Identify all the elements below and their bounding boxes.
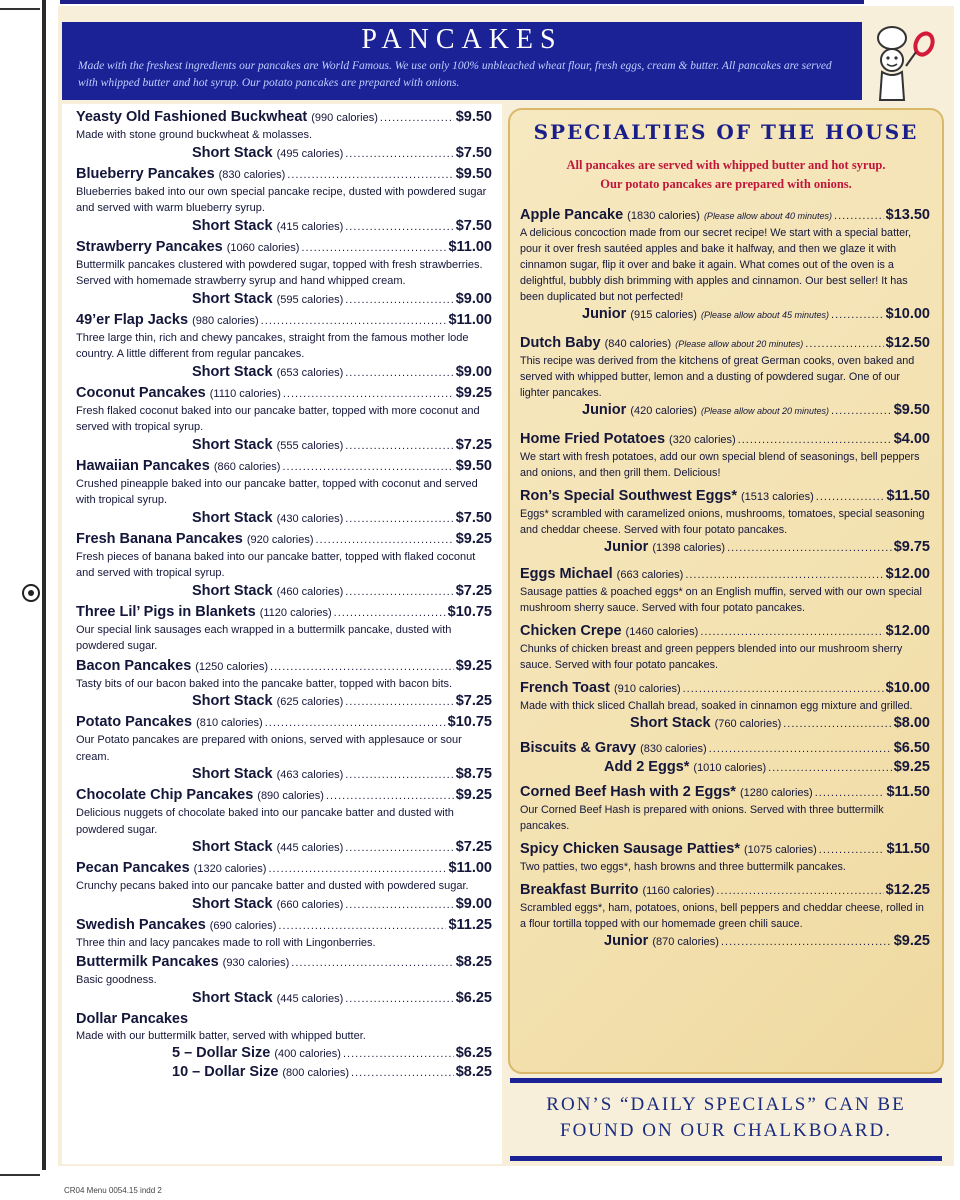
dot-leader — [326, 787, 454, 805]
dot-leader — [287, 166, 453, 184]
item-price: $11.50 — [886, 784, 930, 800]
item-description: A delicious concoction made from our secret recipe! We start with a special batter, pour it over fresh sautéed apples and bake it halfway, and then we glaze it with cinnamon sugar, flip it over and bake it again. What comes out of the oven is a delightful, bubbly dish brimming with apples and cinnamon. Our best seller! It has been duplicated but not perfected! — [520, 227, 912, 303]
item-name: Short Stack — [192, 509, 273, 526]
item-price: $9.50 — [455, 109, 492, 125]
item-price: $12.00 — [885, 566, 930, 582]
item-description: Our special link sausages each wrapped in a buttermilk pancake, dusted with powdered sugar. — [76, 623, 452, 652]
menu-item-chicken-crepe — [520, 622, 930, 673]
item-price: $7.25 — [455, 436, 492, 453]
item-price: $4.00 — [893, 431, 930, 447]
dot-leader — [345, 693, 453, 711]
dot-leader — [278, 917, 446, 935]
item-description: Three large thin, rich and chewy pancakes, straight from the famous mother lode country. A little different from regular pancakes. — [76, 331, 469, 360]
dot-leader — [819, 841, 885, 859]
menu-item-southwest-eggs — [520, 487, 930, 557]
item-description: Buttermilk pancakes clustered with powdered sugar, topped with fresh strawberries. Served with homemade strawberry syrup and hand whipped cream. — [76, 258, 483, 287]
item-name: Chocolate Chip Pancakes — [76, 787, 254, 803]
menu-item-eggs-michael — [520, 565, 930, 616]
short-stack — [192, 838, 492, 857]
size-price: $9.50 — [893, 402, 930, 418]
item-description: This recipe was derived from the kitchens of great German cooks, oven baked and served with whipped butter, lemon and a dusting of powdered sugar. One of our lighter pancakes. — [520, 355, 915, 399]
item-price: $7.50 — [455, 217, 492, 234]
item-name: Blueberry Pancakes — [76, 165, 215, 182]
item-price: $9.00 — [455, 895, 492, 912]
specialties-list — [520, 206, 930, 957]
dot-leader — [345, 291, 453, 309]
item-heading — [76, 1010, 492, 1028]
item-heading — [76, 457, 492, 476]
item-description: Crunchy pecans baked into our pancake batter and dusted with powdered sugar. — [76, 880, 469, 892]
size-name: Junior — [582, 306, 627, 322]
menu-item-french-toast — [520, 679, 930, 733]
short-stack — [192, 989, 492, 1008]
item-heading — [76, 953, 492, 972]
item-calories: (910 calories) — [613, 683, 681, 695]
dot-leader — [345, 766, 453, 784]
size-name: Short Stack — [630, 715, 711, 731]
size-name: Junior — [604, 933, 649, 949]
item-calories: (690 calories) — [209, 919, 277, 932]
item-calories: (1120 calories) — [259, 606, 332, 619]
item-price: $8.75 — [455, 766, 492, 782]
item-name: French Toast — [520, 680, 610, 696]
crop-mark — [0, 8, 40, 10]
item-name: Short Stack — [192, 290, 273, 307]
dot-leader — [345, 990, 453, 1008]
dot-leader — [380, 109, 454, 127]
item-name: Coconut Pancakes — [76, 384, 206, 401]
item-price: $9.25 — [455, 657, 492, 674]
size-name: Junior — [604, 539, 649, 555]
item-name: Short Stack — [192, 363, 273, 380]
menu-item — [76, 311, 492, 382]
short-stack — [192, 363, 492, 382]
dot-leader — [351, 1064, 454, 1082]
menu-item — [76, 916, 492, 952]
page-binding-edge — [42, 0, 46, 1170]
item-calories: (595 calories) — [276, 293, 344, 306]
item-name: Three Lil’ Pigs in Blankets — [76, 603, 256, 620]
junior-size — [582, 401, 930, 420]
dot-leader — [334, 604, 446, 622]
item-name: Short Stack — [192, 766, 273, 782]
dot-leader — [343, 1045, 454, 1063]
item-description: Basic goodness. — [76, 974, 157, 986]
dollar-size-five — [76, 1044, 492, 1063]
dot-leader — [301, 239, 446, 257]
item-name: 10 – Dollar Size — [172, 1064, 279, 1080]
junior-size — [604, 538, 930, 557]
item-heading — [76, 786, 492, 805]
item-calories: (430 calories) — [276, 512, 344, 525]
short-stack — [192, 895, 492, 914]
menu-item — [76, 457, 492, 528]
item-calories: (1160 calories) — [642, 885, 715, 897]
item-calories: (1513 calories) — [741, 491, 814, 503]
item-calories: (555 calories) — [276, 439, 344, 452]
size-calories: (1398 calories) — [652, 542, 726, 554]
item-heading — [76, 165, 492, 184]
item-calories: (663 calories) — [616, 569, 684, 581]
item-calories: (653 calories) — [276, 366, 344, 379]
item-name: Spicy Chicken Sausage Patties* — [520, 841, 741, 857]
size-name: Add 2 Eggs* — [604, 759, 690, 775]
item-name: Short Stack — [192, 144, 273, 161]
item-calories: (320 calories) — [669, 434, 736, 446]
item-price: $8.25 — [455, 954, 492, 970]
item-price: $7.25 — [455, 582, 492, 599]
dot-leader — [816, 488, 885, 506]
item-name: Hawaiian Pancakes — [76, 457, 210, 474]
crop-mark — [0, 1174, 40, 1176]
item-price: $11.00 — [448, 860, 492, 876]
dot-leader — [700, 623, 883, 641]
item-calories: (445 calories) — [276, 842, 344, 854]
item-note: (Please allow about 40 minutes) — [703, 211, 833, 221]
item-description: Sausage patties & poached eggs* on an English muffin, served with our own special mushroom sherry sauce. Served with four potato pancakes. — [520, 586, 922, 614]
menu-item — [76, 786, 492, 857]
item-heading — [76, 238, 492, 257]
chef-mascot-icon — [870, 22, 940, 104]
item-name: Biscuits & Gravy — [520, 740, 637, 756]
item-price: $6.25 — [455, 1045, 492, 1061]
item-price: $9.25 — [455, 384, 492, 401]
dot-leader — [282, 458, 453, 476]
junior-size — [604, 932, 930, 951]
item-price: $11.00 — [448, 238, 492, 255]
item-name: Strawberry Pancakes — [76, 238, 223, 255]
dollar-size-ten — [76, 1063, 492, 1082]
size-price: $9.75 — [893, 539, 930, 555]
item-description: Made with stone ground buckwheat & molasses. — [76, 129, 313, 141]
item-price: $11.50 — [886, 841, 930, 857]
item-calories: (1110 calories) — [209, 387, 281, 400]
size-price: $9.25 — [893, 759, 930, 775]
item-name: Home Fried Potatoes — [520, 431, 666, 447]
item-name: Short Stack — [192, 436, 273, 453]
dot-leader — [345, 218, 453, 236]
item-heading — [76, 859, 492, 878]
pancake-list — [76, 108, 492, 1084]
item-note: (Please allow about 20 minutes) — [675, 339, 804, 349]
dot-leader — [709, 740, 892, 758]
menu-item-dutch-baby — [520, 334, 930, 420]
short-stack — [192, 692, 492, 711]
item-name: Short Stack — [192, 582, 273, 599]
item-calories: (920 calories) — [246, 533, 314, 546]
registration-mark-icon — [22, 584, 40, 602]
item-calories: (980 calories) — [192, 314, 259, 327]
short-stack — [192, 509, 492, 528]
item-calories: (660 calories) — [276, 898, 344, 911]
specialties-note — [510, 156, 942, 194]
specialties-note-line: All pancakes are served with whipped butter and hot syrup. — [566, 158, 886, 172]
dot-leader — [345, 583, 453, 601]
dot-leader — [727, 539, 892, 557]
menu-item-dollar-pancakes — [76, 1010, 492, 1083]
item-calories: (1460 calories) — [625, 626, 699, 638]
menu-item-biscuits-gravy — [520, 739, 930, 777]
item-name: Potato Pancakes — [76, 714, 193, 730]
dot-leader — [738, 431, 892, 449]
menu-item — [76, 108, 492, 163]
item-description: Fresh pieces of banana baked into our pancake batter, topped with flaked coconut and served with tropical syrup. — [76, 550, 476, 579]
menu-item — [76, 657, 492, 712]
daily-specials-line: FOUND ON OUR CHALKBOARD. — [560, 1120, 892, 1141]
dot-leader — [721, 933, 892, 951]
size-price: $10.00 — [885, 306, 930, 322]
item-calories: (625 calories) — [276, 696, 344, 708]
item-heading — [76, 311, 492, 330]
item-name: Fresh Banana Pancakes — [76, 530, 243, 547]
size-calories: (870 calories) — [652, 936, 719, 948]
item-description: Made with thick sliced Challah bread, soaked in cinnamon egg mixture and grilled. — [520, 700, 913, 712]
dot-leader — [283, 385, 454, 403]
item-calories: (930 calories) — [222, 957, 290, 969]
size-calories: (915 calories) — [630, 309, 697, 321]
item-description: Our Potato pancakes are prepared with onions, served with applesauce or sour cream. — [76, 734, 462, 763]
item-name: Ron’s Special Southwest Eggs* — [520, 488, 738, 504]
dot-leader — [783, 715, 891, 733]
dot-leader — [345, 896, 453, 914]
dot-leader — [345, 145, 453, 163]
menu-item-corned-beef-hash — [520, 783, 930, 834]
item-price: $9.50 — [455, 165, 492, 182]
item-description: Made with our buttermilk batter, served with whipped butter. — [76, 1029, 366, 1042]
daily-specials-line: RON’S “DAILY SPECIALS” CAN BE — [546, 1094, 906, 1115]
item-description: Chunks of chicken breast and green peppers blended into our mushroom sherry sauce. Served with four potato pancakes. — [520, 643, 903, 671]
short-stack — [192, 217, 492, 236]
dot-leader — [270, 658, 454, 676]
item-name: Breakfast Burrito — [520, 882, 639, 898]
add-eggs — [604, 758, 930, 777]
item-description: We start with fresh potatoes, add our own special blend of seasonings, bell peppers and onions, and then grill them. Delicious! — [520, 451, 920, 479]
item-calories: (463 calories) — [276, 769, 344, 781]
dot-leader — [265, 714, 446, 732]
dot-leader — [716, 882, 883, 900]
size-calories: (420 calories) — [630, 405, 697, 417]
short-stack — [192, 765, 492, 784]
menu-item-apple-pancake — [520, 206, 930, 324]
item-name: Short Stack — [192, 839, 273, 855]
item-name: Yeasty Old Fashioned Buckwheat — [76, 109, 308, 125]
item-heading — [76, 530, 492, 549]
item-calories: (1250 calories) — [195, 660, 269, 673]
item-heading — [76, 384, 492, 403]
size-price: $9.25 — [893, 933, 930, 949]
item-calories: (1075 calories) — [744, 844, 817, 856]
item-price: $12.00 — [885, 623, 930, 639]
specialties-box — [508, 108, 944, 1074]
item-price: $7.50 — [455, 144, 492, 161]
page-margin — [0, 0, 48, 1200]
menu-item — [76, 530, 492, 601]
item-description: Three thin and lacy pancakes made to roll with Lingonberries. — [76, 936, 376, 949]
dot-leader — [345, 364, 453, 382]
item-description: Scrambled eggs*, ham, potatoes, onions, bell peppers and cheddar cheese, rolled in a flour tortilla topped with our homemade green chili sauce. — [520, 902, 924, 930]
item-calories: (415 calories) — [276, 220, 344, 233]
item-description: Crushed pineapple baked into our pancake batter, topped with coconut and served with tropical syrup. — [76, 477, 478, 506]
dot-leader — [345, 437, 453, 455]
specialties-note-line: Our potato pancakes are prepared with onions. — [600, 177, 852, 191]
dot-leader — [831, 306, 884, 324]
specialties-title: SPECIALTIES OF THE HOUSE — [533, 120, 919, 144]
short-stack — [192, 436, 492, 455]
dot-leader — [815, 784, 885, 802]
short-stack — [192, 290, 492, 309]
item-calories: (1320 calories) — [193, 863, 267, 875]
item-price: $10.75 — [447, 603, 492, 620]
item-price: $11.25 — [448, 916, 492, 933]
menu-item — [76, 953, 492, 1008]
item-description: Two patties, two eggs*, hash browns and three buttermilk pancakes. — [520, 861, 846, 873]
menu-item — [76, 713, 492, 784]
item-price: $10.00 — [885, 680, 930, 696]
item-description: Eggs* scrambled with caramelized onions, mushrooms, tomatoes, special seasoning and cheddar cheese. Served with four potato pancakes. — [520, 508, 925, 536]
item-price: $11.00 — [448, 311, 492, 328]
item-price: $11.50 — [886, 488, 930, 504]
dot-leader — [291, 954, 453, 972]
item-name: Buttermilk Pancakes — [76, 954, 219, 970]
item-name: Bacon Pancakes — [76, 657, 192, 674]
dot-leader — [345, 510, 453, 528]
dot-leader — [683, 680, 884, 698]
item-calories: (890 calories) — [257, 790, 324, 802]
item-price: $13.50 — [885, 207, 930, 223]
item-name: Short Stack — [192, 895, 273, 912]
short-stack — [630, 714, 930, 733]
item-price: $9.00 — [455, 363, 492, 380]
page-title: PANCAKES — [361, 24, 563, 55]
item-description: Delicious nuggets of chocolate baked into our pancake batter and dusted with powdered sugar. — [76, 807, 454, 836]
menu-item-home-fried-potatoes — [520, 430, 930, 481]
menu-item-chicken-sausage-patties — [520, 840, 930, 875]
junior-size — [582, 305, 930, 324]
item-calories: (495 calories) — [276, 147, 344, 160]
menu-item — [76, 384, 492, 455]
item-heading — [76, 713, 492, 732]
item-calories: (830 calories) — [640, 743, 707, 755]
item-name: Chicken Crepe — [520, 623, 622, 639]
item-calories: (810 calories) — [196, 717, 263, 729]
item-price: $12.50 — [885, 335, 930, 351]
item-price: $6.50 — [893, 740, 930, 756]
item-name: Apple Pancake — [520, 207, 624, 223]
size-calories: (760 calories) — [714, 718, 782, 730]
item-name: Short Stack — [192, 693, 273, 709]
menu-item — [76, 603, 492, 655]
item-price: $10.75 — [447, 714, 492, 730]
item-calories: (1280 calories) — [739, 787, 813, 799]
item-name: Corned Beef Hash with 2 Eggs* — [520, 784, 736, 800]
daily-specials-notice — [510, 1092, 942, 1144]
item-name: Pecan Pancakes — [76, 860, 190, 876]
menu-item — [76, 238, 492, 309]
item-name: 49’er Flap Jacks — [76, 311, 189, 328]
dot-leader — [768, 759, 892, 777]
item-heading — [76, 916, 492, 935]
item-description: Fresh flaked coconut baked into our pancake batter, topped with more coconut and served with tropical syrup. — [76, 404, 480, 433]
item-heading — [76, 108, 492, 127]
banner-intro: Made with the freshest ingredients our pancakes are World Famous. We use only 100% unbleached wheat flour, fresh eggs, cream & butter. All pancakes are served with whipped butter and hot syrup. Our potato pancakes are prepared with onions. — [78, 60, 832, 89]
dot-leader — [685, 566, 883, 584]
item-price: $12.25 — [885, 882, 930, 898]
item-calories: (1060 calories) — [226, 241, 300, 254]
menu-item — [76, 165, 492, 236]
item-calories: (400 calories) — [274, 1048, 341, 1060]
menu-item — [76, 859, 492, 914]
item-name: Short Stack — [192, 217, 273, 234]
item-calories: (445 calories) — [276, 992, 344, 1005]
item-name: Short Stack — [192, 989, 273, 1006]
dot-leader — [261, 312, 447, 330]
size-note: (Please allow about 20 minutes) — [700, 406, 830, 416]
dot-leader — [834, 207, 884, 225]
short-stack — [192, 144, 492, 163]
menu-item-breakfast-burrito — [520, 881, 930, 951]
item-calories: (460 calories) — [276, 585, 344, 598]
item-description: Tasty bits of our bacon baked into the pancake batter, topped with bacon bits. — [76, 677, 453, 690]
item-price: $9.25 — [455, 787, 492, 803]
item-heading — [76, 657, 492, 676]
size-calories: (1010 calories) — [693, 762, 767, 774]
item-price: $6.25 — [455, 989, 492, 1006]
item-calories: (840 calories) — [604, 338, 672, 350]
daily-specials-rule-bottom — [510, 1156, 942, 1161]
dot-leader — [268, 860, 446, 878]
item-price: $7.50 — [455, 509, 492, 526]
pancakes-banner — [62, 22, 862, 100]
size-name: Junior — [582, 402, 627, 418]
item-price: $8.25 — [455, 1064, 492, 1080]
dot-leader — [831, 402, 892, 420]
item-calories: (830 calories) — [218, 168, 286, 181]
item-price: $7.25 — [455, 693, 492, 709]
item-name: 5 – Dollar Size — [172, 1045, 271, 1061]
item-name: Swedish Pancakes — [76, 916, 206, 933]
pancakes-column — [62, 104, 502, 1164]
item-calories: (860 calories) — [213, 460, 281, 473]
item-calories: (990 calories) — [311, 112, 378, 124]
item-heading — [76, 603, 492, 622]
item-calories: (800 calories) — [282, 1067, 350, 1079]
short-stack — [192, 582, 492, 601]
item-description: Blueberries baked into our own special pancake recipe, dusted with powdered sugar and served with warm blueberry syrup. — [76, 185, 487, 214]
item-name: Eggs Michael — [520, 566, 613, 582]
item-price: $9.25 — [455, 530, 492, 547]
daily-specials-rule-top — [510, 1078, 942, 1083]
dot-leader — [805, 335, 883, 353]
size-note: (Please allow about 45 minutes) — [700, 310, 830, 320]
top-rule — [60, 0, 864, 4]
item-price: $7.25 — [455, 839, 492, 855]
item-name: Dutch Baby — [520, 335, 601, 351]
item-calories: (1830 calories) — [627, 210, 700, 222]
item-name: Dollar Pancakes — [76, 1010, 189, 1027]
size-price: $8.00 — [893, 715, 930, 731]
dot-leader — [315, 531, 453, 549]
item-description: Our Corned Beef Hash is prepared with onions. Served with three buttermilk pancakes. — [520, 804, 884, 832]
item-price: $9.00 — [455, 290, 492, 307]
print-slug: CR04 Menu 0054.15 indd 2 — [64, 1186, 162, 1195]
item-price: $9.50 — [455, 457, 492, 474]
dot-leader — [345, 839, 453, 857]
